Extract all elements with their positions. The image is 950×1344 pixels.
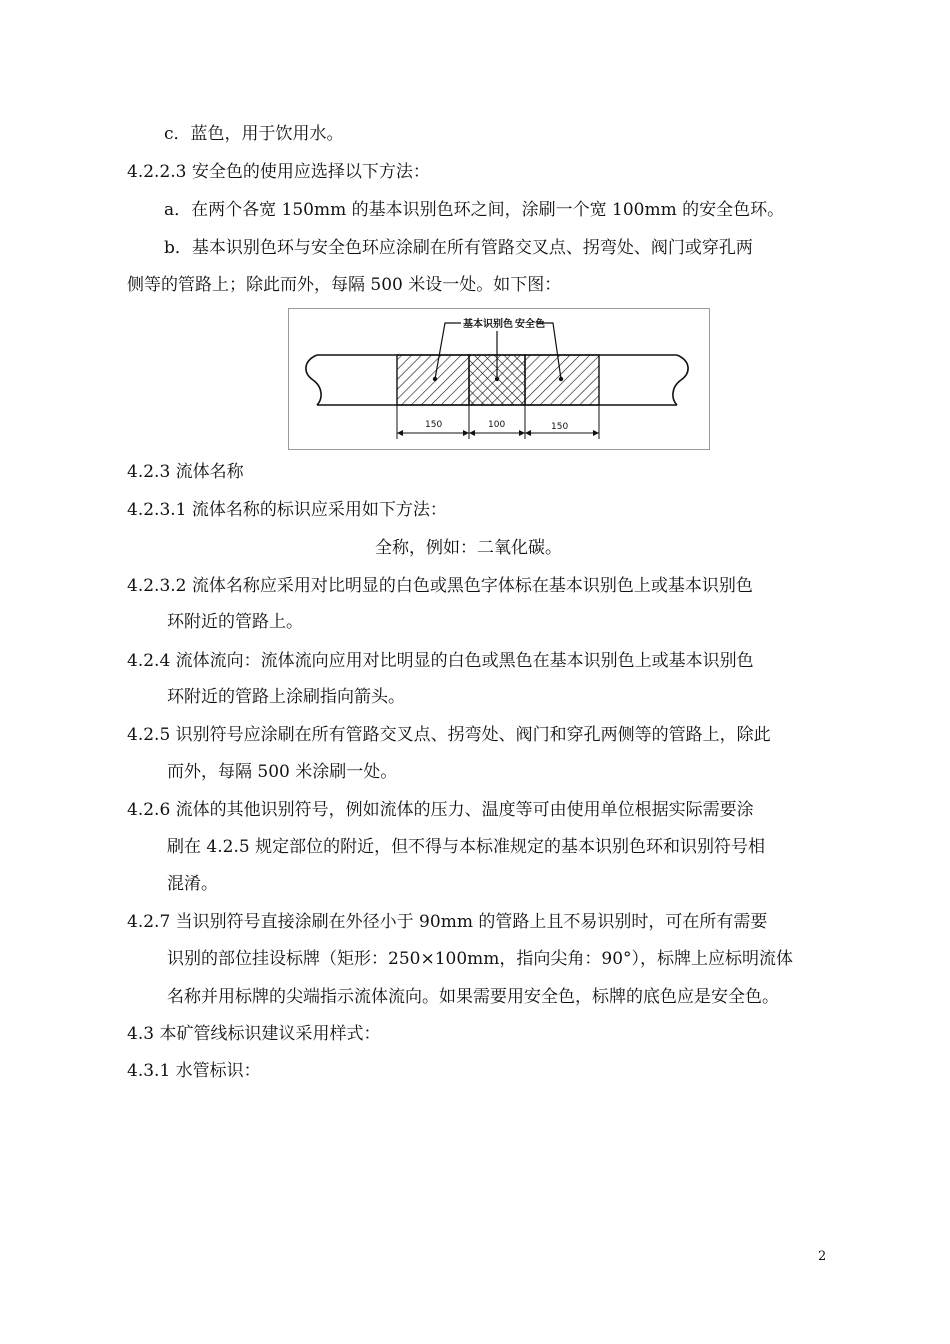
list-item-a: a．在两个各宽 150mm 的基本识别色环之间，涂刷一个宽 100mm 的安全色环。	[164, 200, 785, 220]
page-number: 2	[818, 1249, 827, 1264]
pipe-figure	[288, 308, 710, 450]
section-4-2-6-cont1: 刷在 4.2.5 规定部位的附近，但不得与本标准规定的基本识别色环和识别符号相	[167, 837, 766, 857]
section-4-2-3: 4.2.3 流体名称	[127, 462, 244, 482]
label-safety-color: 安全色	[515, 319, 545, 330]
dim-150-left: 150	[425, 420, 443, 430]
section-4-2-7-cont1: 识别的部位挂设标牌（矩形：250×100mm，指向尖角：90°），标牌上应标明流体	[167, 949, 794, 969]
section-4-2-2-3: 4.2.2.3 安全色的使用应选择以下方法：	[127, 162, 430, 182]
section-4-2-5: 4.2.5 识别符号应涂刷在所有管路交叉点、拐弯处、阀门和穿孔两侧等的管路上，除此	[127, 725, 771, 745]
dim-150-right: 150	[551, 422, 569, 432]
example-line: 全称，例如：二氧化碳。	[375, 538, 562, 558]
section-4-2-4: 4.2.4 流体流向：流体流向应用对比明显的白色或黑色在基本识别色上或基本识别色	[127, 651, 754, 671]
section-4-2-6-cont2: 混淆。	[167, 874, 218, 894]
list-item-b: b．基本识别色环与安全色环应涂刷在所有管路交叉点、拐弯处、阀门或穿孔两	[164, 238, 753, 258]
section-4-2-6: 4.2.6 流体的其他识别符号，例如流体的压力、温度等可由使用单位根据实际需要涂	[127, 800, 754, 820]
section-4-2-7: 4.2.7 当识别符号直接涂刷在外径小于 90mm 的管路上且不易识别时，可在所有需要	[127, 912, 768, 932]
section-4-2-7-cont2: 名称并用标牌的尖端指示流体流向。如果需要用安全色，标牌的底色应是安全色。	[167, 987, 779, 1007]
section-4-3-1: 4.3.1 水管标识：	[127, 1061, 261, 1081]
section-4-2-3-2: 4.2.3.2 流体名称应采用对比明显的白色或黑色字体标在基本识别色上或基本识别色	[127, 576, 753, 596]
pipe-diagram	[289, 309, 711, 451]
section-4-3: 4.3 本矿管线标识建议采用样式：	[127, 1024, 381, 1044]
section-4-2-3-1: 4.2.3.1 流体名称的标识应采用如下方法：	[127, 500, 447, 520]
section-4-2-5-cont: 而外，每隔 500 米涂刷一处。	[167, 762, 398, 782]
dim-100: 100	[488, 420, 506, 430]
basic-color-ring-left	[397, 355, 469, 405]
list-item-b-cont: 侧等的管路上；除此而外，每隔 500 米设一处。如下图：	[127, 275, 562, 295]
pipe-left-end	[306, 355, 321, 405]
section-4-2-4-cont: 环附近的管路上涂刷指向箭头。	[167, 687, 405, 707]
label-basic-color: 基本识别色	[463, 319, 513, 330]
pipe-right-end	[673, 355, 688, 405]
section-4-2-3-2-cont: 环附近的管路上。	[167, 612, 303, 632]
list-item-c-blue: c．蓝色，用于饮用水。	[164, 124, 344, 144]
